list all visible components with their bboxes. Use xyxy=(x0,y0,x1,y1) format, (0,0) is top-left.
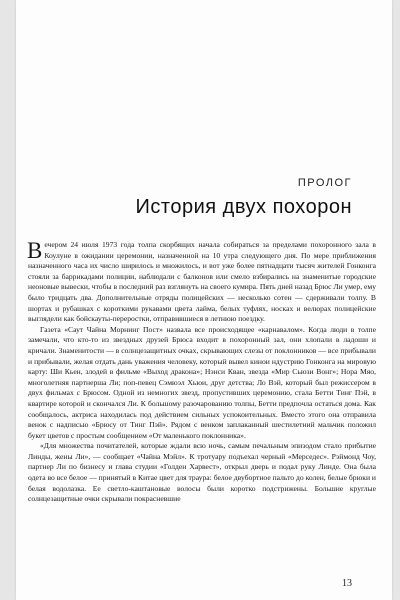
body-text xyxy=(28,240,376,505)
paragraph-1-text: ечером 24 июля 1973 года толпа скорбящих начала собираться за пределами похоронного зала в Коулуне в ожидании церемонии, назначенной на 10 утра следующего дня. По мере приближения назначенного часа их число ширилось и множилось, и вот уже более пятнадцати тысяч жителей Гонконга стояли за баррикадами полиции, наблюдали с балконов или смело взбирались на знаменитые городские неоновые вывески, чтобы в последний раз взглянуть на своего кумира. Пять дней назад Брюс Ли умер, ему было тридцать два. Дополнительные отряды полицейских — несколько сотен — сдерживали толпу. В шортах и рубашках с короткими рукавами цвета лайма, белых туфлях, носках и велюрах полицейские выглядели как бойскауты-переростки, отправившиеся в летнюю поездку. xyxy=(28,240,376,324)
paragraph-2: Газета «Саут Чайна Морнинг Пост» назвала все происходящее «карнавалом». Когда люди в толпе замечали, что кто-то из звездных друзей Брюса входит в похоронный зал, они хлопали в ладоши и кричали. Знаменитости — в солнцезащитных очках, скрывающих слезы от поклонников — все прибывали и прибывали, желая отдать дань уважения человеку, который вывел кинои ндустрию Гонконга на мировую карту: Ши Кьен, злодей в фильме «Выход дракона»; Нэнси Кван, звезда «Мир Сьюзи Вонг»; Нора Мяо, многолетняя партнерша Ли; поп-певец Сэмюэл Хьюи, друг детства; Ло Вэй, который был режиссером в двух фильмах с Брюсом. Одной из немногих звезд, пропустивших церемонию, стала Бетти Тинг Пэй, в квартире которой и скончался Ли. К большому разочарованию толпы, Бетти предпочла остаться дома. Как сообщалось, актриса находилась под действием сильных успокоительных. Вместо этого она отправила венок с надписью «Брюсу от Тинг Пэй». Рядом с венком заплаканный шестилетний мальчик положил букет цветов с простым сообщением «От маленького поклонника». xyxy=(28,324,376,440)
paragraph-1 xyxy=(28,240,376,325)
paragraph-3: «Для множества почитателей, которые ждали всю ночь, самым печальным эпизодом стало прибытие Линды, жены Ли», — сообщает «Чайна Мэйл». К тротуару подъехал черный «Мерседес». Рэймонд Чоу, партнер Ли по бизнесу и глава студии «Голден Харвест», открыл дверь и подал руку Линде. Она была одета во все белое — принятый в Китае цвет для траура: белое двубортное пальто до колен, белые брюки и белая водолазка. Ее светло-каштановые волосы были коротко подстрижены. Большие круглые солнцезащитные очки скрывали покрасневшие xyxy=(28,441,376,504)
chapter-label: ПРОЛОГ xyxy=(297,177,352,189)
chapter-title: История двух похорон xyxy=(135,196,352,218)
book-page xyxy=(16,0,392,600)
page-number: 13 xyxy=(342,578,352,589)
drop-cap: В xyxy=(27,238,43,263)
